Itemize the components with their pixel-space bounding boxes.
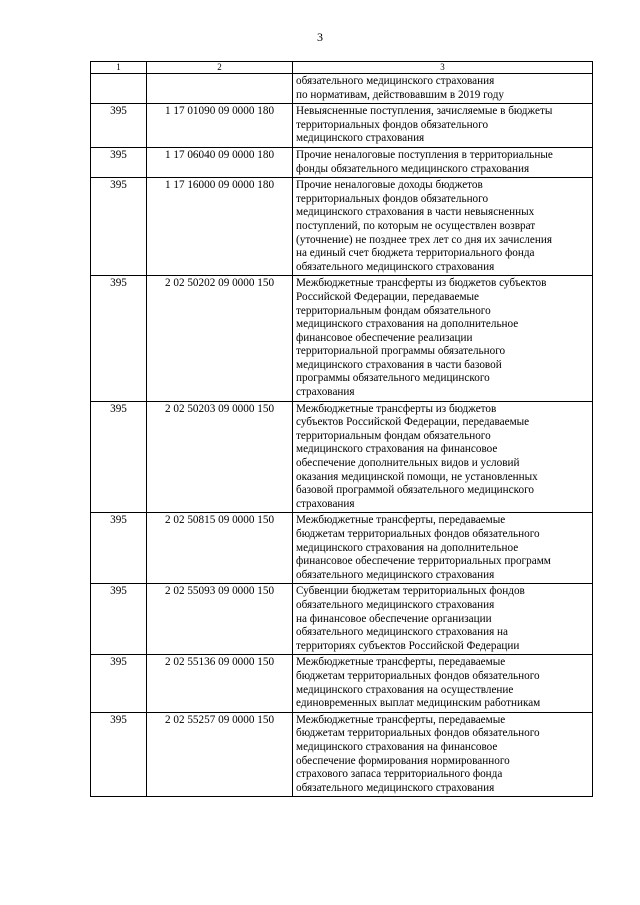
admin-code-cell: 395 xyxy=(91,178,147,276)
budget-code-cell: 1 17 06040 09 0000 180 xyxy=(147,147,293,177)
table-row xyxy=(91,712,593,797)
admin-code-cell: 395 xyxy=(91,712,147,797)
budget-code-cell: 2 02 50815 09 0000 150 xyxy=(147,513,293,584)
budget-code-cell: 1 17 16000 09 0000 180 xyxy=(147,178,293,276)
income-name-cell: Прочие неналоговые доходы бюджетов территориальных фондов обязательного медицинского страхования в части невыясненных поступлений, по которым не осуществлен возврат (уточнение) не позднее трех лет со дня их зачисления на единый счет бюджета территориального фонда обязательного медицинского страхования xyxy=(293,178,593,276)
table-row xyxy=(91,178,593,276)
table-row xyxy=(91,655,593,712)
column-header-2: 2 xyxy=(147,62,293,74)
table-row xyxy=(91,276,593,401)
table-row xyxy=(91,401,593,513)
income-name-cell: обязательного медицинского страхования по нормативам, действовавшим в 2019 году xyxy=(293,74,593,104)
income-name-cell: Межбюджетные трансферты, передаваемые бюджетам территориальных фондов обязательного медицинского страхования на дополнительное финансовое обеспечение территориальных программ обязательного медицинского страхования xyxy=(293,513,593,584)
admin-code-cell: 395 xyxy=(91,513,147,584)
budget-code-cell: 2 02 55257 09 0000 150 xyxy=(147,712,293,797)
admin-code-cell xyxy=(91,74,147,104)
admin-code-cell: 395 xyxy=(91,147,147,177)
table-row xyxy=(91,513,593,584)
table-body xyxy=(91,74,593,797)
income-name-cell: Прочие неналоговые поступления в территориальные фонды обязательного медицинского страхования xyxy=(293,147,593,177)
column-header-3: 3 xyxy=(293,62,593,74)
table-header-row xyxy=(91,62,593,74)
page-number: 3 xyxy=(317,30,323,44)
admin-code-cell: 395 xyxy=(91,584,147,655)
budget-code-cell xyxy=(147,74,293,104)
budget-code-cell: 2 02 50203 09 0000 150 xyxy=(147,401,293,513)
income-codes-table xyxy=(90,61,593,797)
income-name-cell: Межбюджетные трансферты из бюджетов субъектов Российской Федерации, передаваемые территориальным фондам обязательного медицинского страхования на дополнительное финансовое обеспечение реализации территориальной программы обязательного медицинского страхования в части базовой программы обязательного медицинского страхования xyxy=(293,276,593,401)
admin-code-cell: 395 xyxy=(91,401,147,513)
table-row xyxy=(91,147,593,177)
budget-code-cell: 2 02 55136 09 0000 150 xyxy=(147,655,293,712)
table-row xyxy=(91,74,593,104)
income-name-cell: Межбюджетные трансферты, передаваемые бюджетам территориальных фондов обязательного медицинского страхования на осуществление единовременных выплат медицинским работникам xyxy=(293,655,593,712)
admin-code-cell: 395 xyxy=(91,655,147,712)
income-name-cell: Субвенции бюджетам территориальных фондов обязательного медицинского страхования на финансовое обеспечение организации обязательного медицинского страхования на территориях субъектов Российской Федерации xyxy=(293,584,593,655)
budget-code-cell: 2 02 50202 09 0000 150 xyxy=(147,276,293,401)
income-name-cell: Межбюджетные трансферты, передаваемые бюджетам территориальных фондов обязательного медицинского страхования на финансовое обеспечение формирования нормированного страхового запаса территориального фонда обязательного медицинского страхования xyxy=(293,712,593,797)
income-name-cell: Невыясненные поступления, зачисляемые в бюджеты территориальных фондов обязательного медицинского страхования xyxy=(293,104,593,148)
income-name-cell: Межбюджетные трансферты из бюджетов субъектов Российской Федерации, передаваемые территориальным фондам обязательного медицинского страхования на финансовое обеспечение дополнительных видов и условий оказания медицинской помощи, не установленных базовой программой обязательного медицинского страхования xyxy=(293,401,593,513)
table-row xyxy=(91,104,593,148)
budget-code-cell: 1 17 01090 09 0000 180 xyxy=(147,104,293,148)
admin-code-cell: 395 xyxy=(91,276,147,401)
table-row xyxy=(91,584,593,655)
budget-code-cell: 2 02 55093 09 0000 150 xyxy=(147,584,293,655)
admin-code-cell: 395 xyxy=(91,104,147,148)
column-header-1: 1 xyxy=(91,62,147,74)
